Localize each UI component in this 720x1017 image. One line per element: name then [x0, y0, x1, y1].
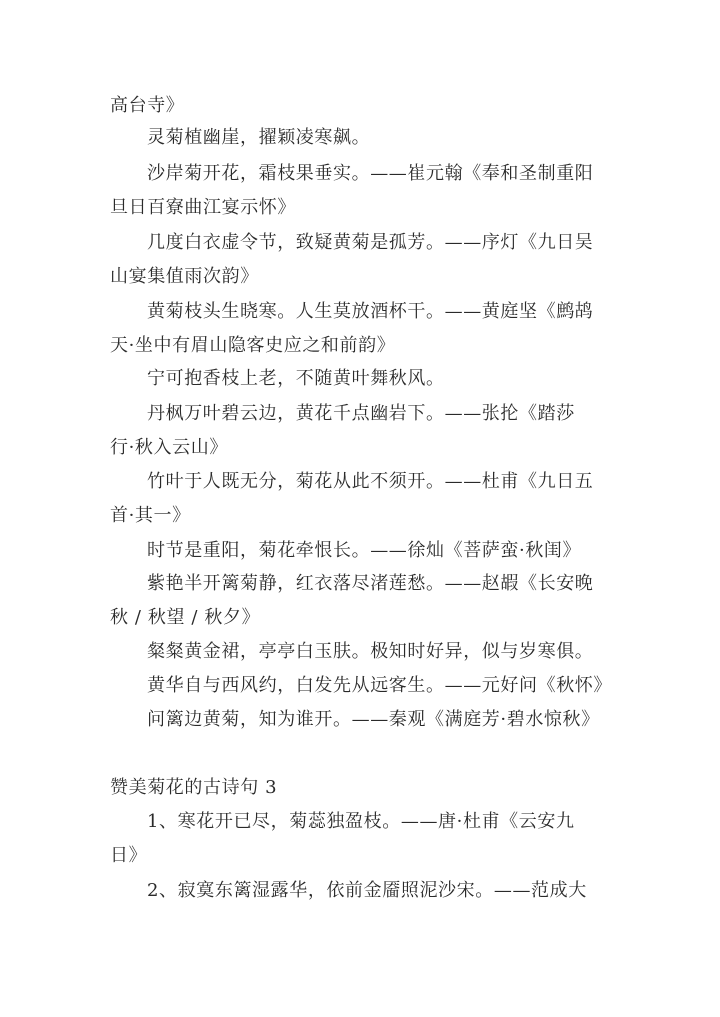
- text-line: 山宴集值雨次韵》: [110, 266, 259, 287]
- text-line: 宁可抱香枝上老，不随黄叶舞秋风。: [147, 368, 445, 389]
- text-line: 高台寺》: [110, 95, 185, 116]
- text-line: 秋 / 秋望 / 秋夕》: [110, 607, 261, 628]
- section-heading: 赞美菊花的古诗句 3: [110, 777, 278, 798]
- text-line: 天·坐中有眉山隐客史应之和前韵》: [110, 335, 396, 356]
- text-line: 丹枫万叶碧云边，黄花千点幽岩下。——张抡《踏莎: [147, 403, 575, 424]
- text-line: 旦日百寮曲江宴示怀》: [110, 197, 296, 218]
- text-line: 行·秋入云山》: [110, 437, 228, 458]
- text-line: 紫艳半开篱菊静，红衣落尽渚莲愁。——赵嘏《长安晚: [147, 573, 594, 594]
- text-line: 问篱边黄菊，知为谁开。——秦观《满庭芳·碧水惊秋》: [147, 709, 600, 730]
- text-line: 日》: [110, 845, 148, 866]
- text-line: 黄菊枝头生晓寒。人生莫放酒杯干。——黄庭坚《鹧鸪: [147, 301, 594, 322]
- text-line: 灵菊植幽崖，擢颖凌寒飙。: [147, 127, 371, 148]
- text-line: 2、寂寞东篱湿露华，依前金靥照泥沙宋。——范成大: [147, 880, 587, 901]
- text-line: 沙岸菊开花，霜枝果垂实。——崔元翰《奉和圣制重阳: [147, 163, 594, 184]
- text-line: 竹叶于人既无分，菊花从此不须开。——杜甫《九日五: [147, 471, 594, 492]
- text-line: 时节是重阳，菊花牵恨长。——徐灿《菩萨蛮·秋闺》: [147, 540, 582, 561]
- text-line: 几度白衣虚令节，致疑黄菊是孤芳。——序灯《九日吴: [147, 232, 594, 253]
- text-line: 首·其一》: [110, 505, 191, 526]
- text-line: 1、寒花开已尽，菊蕊独盈枝。——唐·杜甫《云安九: [147, 811, 575, 832]
- text-line: 黄华自与西风约，白发先从远客生。——元好问《秋怀》: [147, 675, 612, 696]
- text-line: 粲粲黄金裙，亭亭白玉肤。极知时好异，似与岁寒俱。: [147, 641, 594, 662]
